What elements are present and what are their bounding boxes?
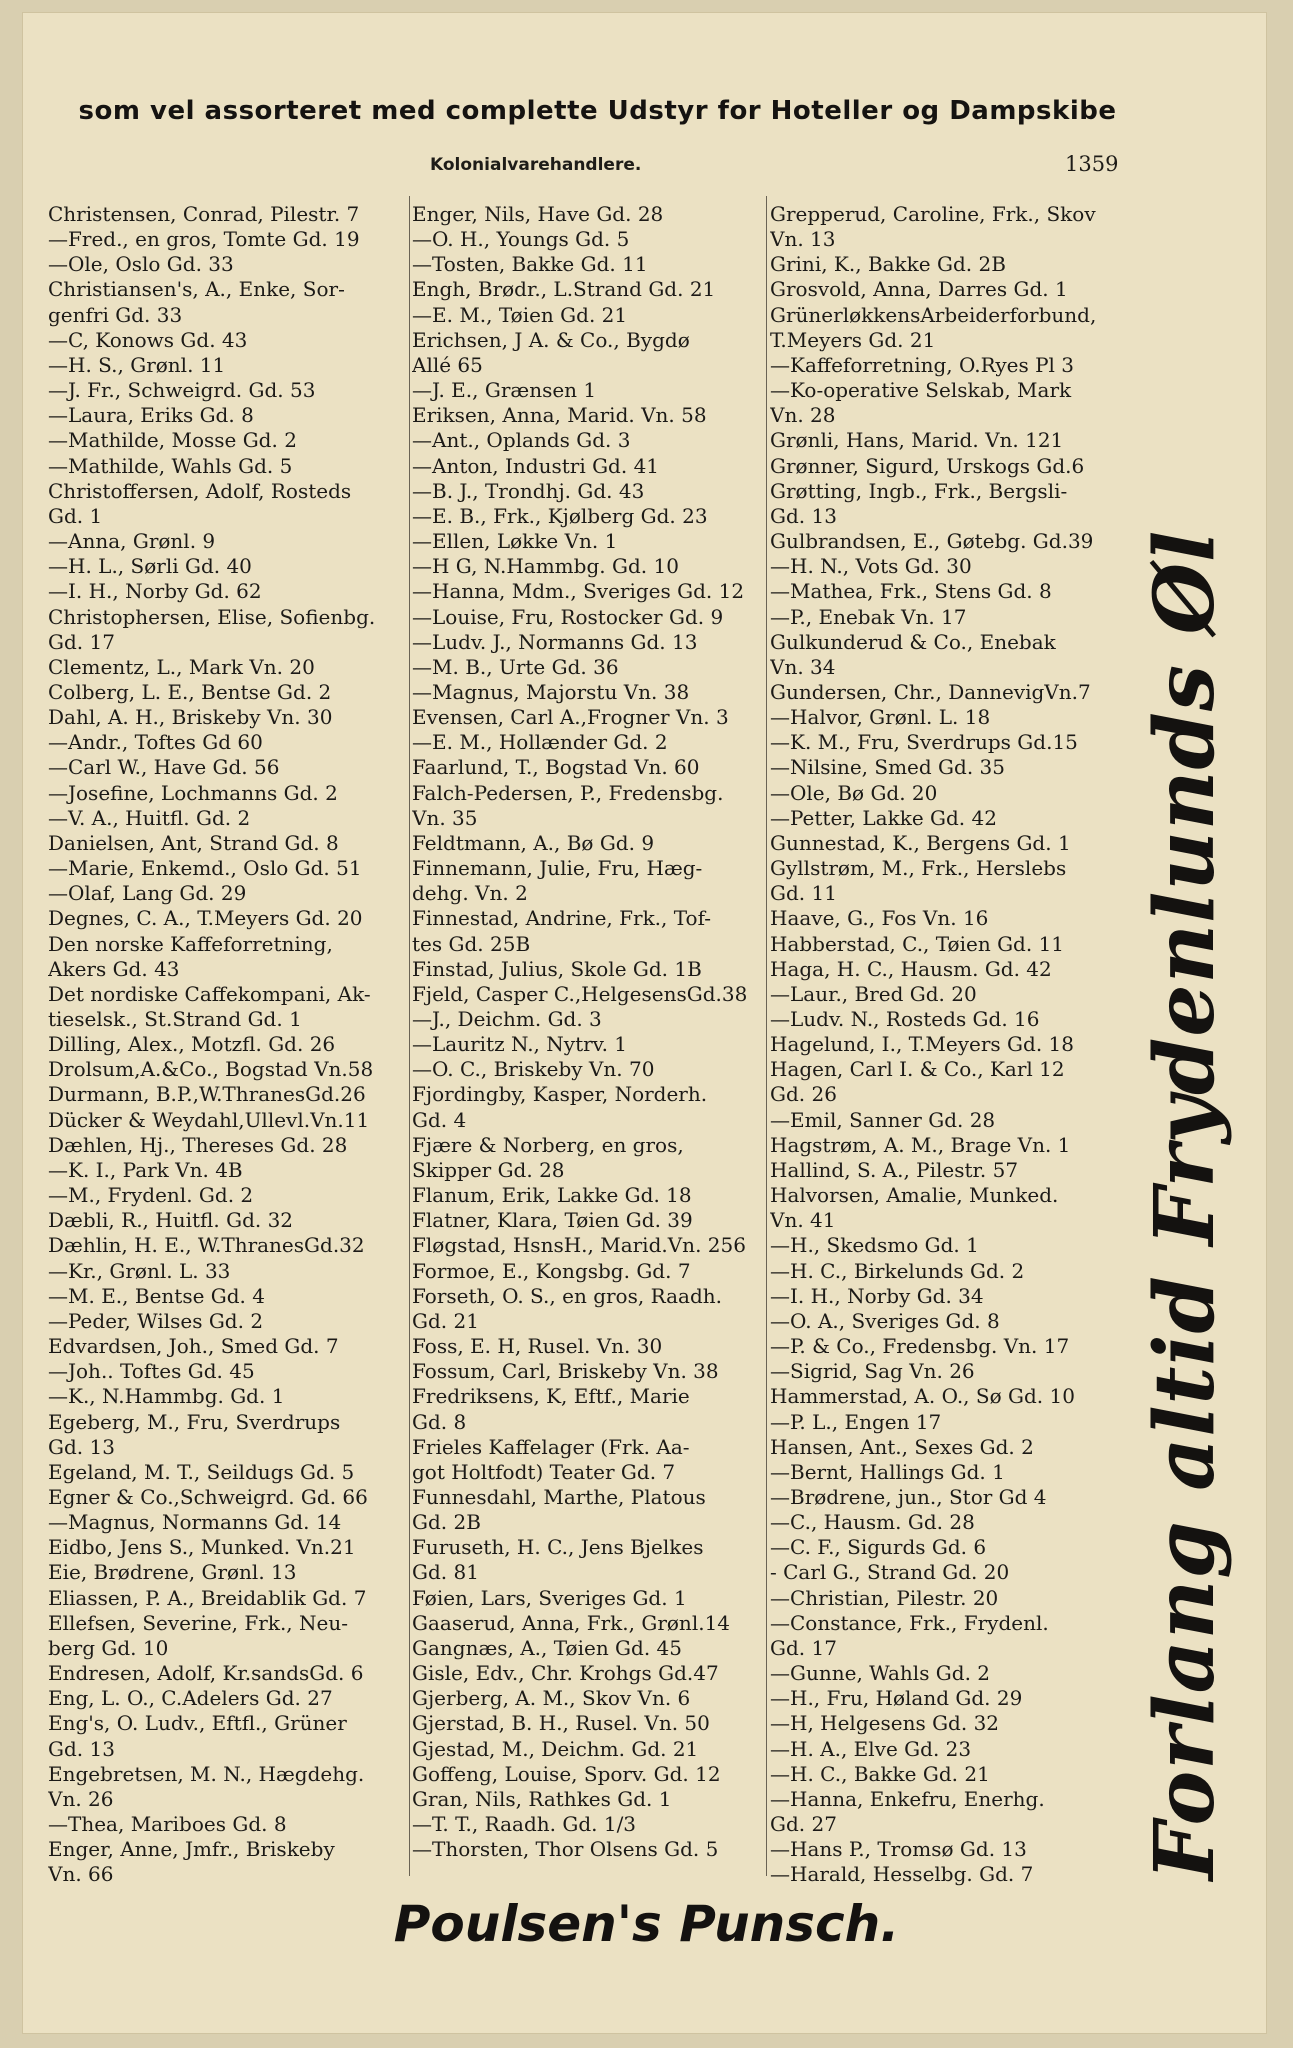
directory-entry: Degnes, C. A., T.Meyers Gd. 20 [48, 906, 363, 931]
directory-entry: Frieles Kaffelager (Frk. Aa- [412, 1434, 690, 1459]
directory-entry: —T. T., Raadh. Gd. 1/3 [412, 1812, 637, 1836]
directory-entry: GrünerløkkensArbeiderforbund, [770, 302, 1097, 327]
directory-entry: —Louise, Fru, Rostocker Gd. 9 [412, 604, 724, 629]
directory-entry: Foss, E. H, Rusel. Vn. 30 [412, 1334, 663, 1359]
directory-entry: Egner & Co.,Schweigrd. Gd. 66 [48, 1484, 368, 1509]
directory-entry: Flatner, Klara, Tøien Gd. 39 [412, 1208, 693, 1233]
directory-entry: Goffeng, Louise, Sporv. Gd. 12 [412, 1761, 721, 1786]
directory-entry: Halvorsen, Amalie, Munked. [770, 1183, 1059, 1208]
directory-entry: —H. C., Bakke Gd. 21 [770, 1761, 990, 1786]
directory-entry: —H., Fru, Høland Gd. 29 [770, 1686, 1023, 1711]
directory-entry: —P., Enebak Vn. 17 [770, 604, 967, 629]
directory-entry: Forseth, O. S., en gros, Raadh. [412, 1283, 722, 1308]
directory-entry: Eie, Brødrene, Grønl. 13 [48, 1560, 297, 1585]
directory-entry: Hagelund, I., T.Meyers Gd. 18 [770, 1032, 1074, 1057]
directory-entry: Gd. 81 [412, 1560, 479, 1585]
directory-entry: —Mathilde, Wahls Gd. 5 [48, 453, 293, 478]
directory-entry: —H. S., Grønl. 11 [48, 352, 226, 377]
directory-entry: —E. M., Hollænder Gd. 2 [412, 730, 668, 755]
directory-entry: —H. A., Elve Gd. 23 [770, 1736, 972, 1761]
directory-entry: tieselsk., St.Strand Gd. 1 [48, 1007, 302, 1031]
directory-entry: —Mathea, Frk., Stens Gd. 8 [770, 579, 1052, 604]
directory-entry: Dæbli, R., Huitfl. Gd. 32 [48, 1208, 294, 1233]
directory-entry: Endresen, Adolf, Kr.sandsGd. 6 [48, 1661, 364, 1686]
directory-entry: Hansen, Ant., Sexes Gd. 2 [770, 1434, 1034, 1459]
directory-entry: Det nordiske Caffekompani, Ak- [48, 981, 371, 1006]
directory-entry: —H. L., Sørli Gd. 40 [48, 554, 252, 579]
directory-entry: Engh, Brødr., L.Strand Gd. 21 [412, 277, 716, 302]
directory-entry: —H., Skedsmo Gd. 1 [770, 1233, 979, 1258]
directory-entry: berg Gd. 10 [48, 1635, 169, 1660]
directory-entry: Eng's, O. Ludv., Eftfl., Grüner [48, 1711, 347, 1736]
directory-entry: —Peder, Wilses Gd. 2 [48, 1308, 264, 1333]
directory-entry: —Ko-operative Selskab, Mark [770, 378, 1072, 403]
directory-entry: —Hanna, Enkefru, Enerhg. [770, 1786, 1045, 1811]
directory-entry: Habberstad, C., Tøien Gd. 11 [770, 931, 1065, 956]
directory-entry: Erichsen, J A. & Co., Bygdø [412, 327, 690, 352]
directory-entry: —H G, N.Hammbg. Gd. 10 [412, 554, 679, 579]
directory-entry: —Anton, Industri Gd. 41 [412, 453, 660, 478]
directory-entry: —H. N., Vots Gd. 30 [770, 554, 972, 579]
directory-entry: —Hanna, Mdm., Sveriges Gd. 12 [412, 579, 745, 604]
directory-entry: —O. A., Sveriges Gd. 8 [770, 1308, 1000, 1333]
directory-entry: Gd. 11 [770, 881, 837, 906]
directory-entry: Dücker & Weydahl,Ullevl.Vn.11 [48, 1107, 370, 1132]
directory-entry: —Olaf, Lang Gd. 29 [48, 881, 247, 906]
directory-entry: Gulkunderud & Co., Enebak [770, 629, 1056, 654]
directory-entry: Vn. 13 [770, 227, 836, 252]
directory-entry: Dæhlen, Hj., Thereses Gd. 28 [48, 1132, 348, 1157]
directory-entry: Grønner, Sigurd, Urskogs Gd.6 [770, 453, 1085, 478]
directory-entry: —Harald, Hesselbg. Gd. 7 [770, 1862, 1034, 1887]
directory-entry: Akers Gd. 43 [48, 956, 180, 981]
directory-entry: Gd. 13 [770, 503, 837, 528]
directory-entry: Fjordingby, Kasper, Norderh. [412, 1082, 708, 1107]
directory-entry: Føien, Lars, Sveriges Gd. 1 [412, 1585, 687, 1610]
directory-entry: Dahl, A. H., Briskeby Vn. 30 [48, 705, 333, 730]
directory-entry: Grøtting, Ingb., Frk., Bergsli- [770, 478, 1068, 503]
directory-entry: Grosvold, Anna, Darres Gd. 1 [770, 277, 1068, 302]
directory-entry: Hagen, Carl I. & Co., Karl 12 [770, 1057, 1065, 1082]
directory-entry: Eidbo, Jens S., Munked. Vn.21 [48, 1535, 356, 1560]
directory-entry: —Thea, Mariboes Gd. 8 [48, 1812, 287, 1836]
directory-entry: Vn. 41 [770, 1208, 836, 1233]
directory-entry: —H. C., Birkelunds Gd. 2 [770, 1258, 1025, 1283]
directory-entry: Gjerstad, B. H., Rusel. Vn. 50 [412, 1711, 710, 1736]
directory-entry: Eliassen, P. A., Breidablik Gd. 7 [48, 1585, 367, 1610]
directory-entry: Evensen, Carl A.,Frogner Vn. 3 [412, 705, 729, 730]
directory-entry: —Hans P., Tromsø Gd. 13 [770, 1837, 1027, 1862]
directory-entry: Haave, G., Fos Vn. 16 [770, 906, 989, 931]
directory-entry: Engebretsen, M. N., Hægdehg. [48, 1761, 365, 1786]
directory-entry: Gisle, Edv., Chr. Krohgs Gd.47 [412, 1661, 719, 1686]
directory-entry: Finstad, Julius, Skole Gd. 1B [412, 956, 702, 981]
directory-entry: Eng, L. O., C.Adelers Gd. 27 [48, 1686, 333, 1711]
directory-entry: Christensen, Conrad, Pilestr. 7 [48, 202, 360, 226]
directory-entry: Vn. 66 [48, 1862, 114, 1887]
directory-entry: Danielsen, Ant, Strand Gd. 8 [48, 830, 339, 855]
directory-entry: Gran, Nils, Rathkes Gd. 1 [412, 1786, 672, 1811]
directory-entry: —P. & Co., Fredensbg. Vn. 17 [770, 1334, 1070, 1359]
directory-entry: —E. B., Frk., Kjølberg Gd. 23 [412, 503, 708, 528]
directory-entry: Christoffersen, Adolf, Rosteds [48, 478, 352, 503]
directory-entry: —Ludv. N., Rosteds Gd. 16 [770, 1007, 1040, 1031]
directory-entry: Fjeld, Casper C.,HelgesensGd.38 [412, 981, 748, 1006]
directory-entry: Edvardsen, Joh., Smed Gd. 7 [48, 1334, 339, 1359]
directory-entry: Hagstrøm, A. M., Brage Vn. 1 [770, 1132, 1071, 1157]
directory-entry: —Marie, Enkemd., Oslo Gd. 51 [48, 856, 362, 881]
directory-entry: Durmann, B.P.,W.ThranesGd.26 [48, 1082, 366, 1107]
directory-entry: Clementz, L., Mark Vn. 20 [48, 654, 315, 679]
directory-entry: Colberg, L. E., Bentse Gd. 2 [48, 679, 332, 704]
directory-entry: Gd. 21 [412, 1308, 479, 1333]
directory-entry: —Ole, Bø Gd. 20 [770, 780, 938, 805]
directory-entry: Furuseth, H. C., Jens Bjelkes [412, 1535, 704, 1560]
directory-entry: Gjerberg, A. M., Skov Vn. 6 [412, 1686, 691, 1711]
directory-entry: Haga, H. C., Hausm. Gd. 42 [770, 956, 1052, 981]
directory-entry: Formoe, E., Kongsbg. Gd. 7 [412, 1258, 691, 1283]
directory-entry: Fjære & Norberg, en gros, [412, 1132, 684, 1157]
directory-entry: Enger, Nils, Have Gd. 28 [412, 202, 664, 226]
directory-column-2 [412, 202, 778, 1862]
directory-entry: Finnestad, Andrine, Frk., Tof- [412, 906, 712, 931]
directory-entry: —C., Hausm. Gd. 28 [770, 1510, 975, 1535]
side-advertisement: Forlang altid Frydenlunds Øl [1137, 529, 1233, 1881]
directory-entry: Vn. 34 [770, 654, 836, 679]
directory-entry: —Josefine, Lochmanns Gd. 2 [48, 780, 338, 805]
directory-entry: —Anna, Grønl. 9 [48, 529, 216, 554]
directory-entry: —Ludv. J., Normanns Gd. 13 [412, 629, 698, 654]
directory-entry: Gd. 17 [770, 1635, 837, 1660]
directory-entry: —Nilsine, Smed Gd. 35 [770, 755, 1005, 780]
directory-entry: Gundersen, Chr., DannevigVn.7 [770, 679, 1091, 704]
directory-entry: Gangnæs, A., Tøien Gd. 45 [412, 1635, 682, 1660]
directory-entry: —K., N.Hammbg. Gd. 1 [48, 1384, 285, 1409]
directory-entry: —Emil, Sanner Gd. 28 [770, 1107, 996, 1132]
directory-entry: —Mathilde, Mosse Gd. 2 [48, 428, 297, 453]
directory-entry: Den norske Kaffeforretning, [48, 931, 333, 956]
directory-entry: —I. H., Norby Gd. 62 [48, 579, 262, 604]
directory-entry: Faarlund, T., Bogstad Vn. 60 [412, 755, 700, 780]
directory-entry: —Sigrid, Sag Vn. 26 [770, 1359, 975, 1384]
directory-entry: —Kr., Grønl. L. 33 [48, 1258, 231, 1283]
directory-entry: Gyllstrøm, M., Frk., Herslebs [770, 856, 1067, 881]
directory-entry: —Laur., Bred Gd. 20 [770, 981, 977, 1006]
directory-entry: —Brødrene, jun., Stor Gd 4 [770, 1484, 1047, 1509]
directory-entry: Finnemann, Julie, Fru, Hæg- [412, 856, 703, 881]
directory-column-1 [48, 202, 414, 1887]
directory-entry: Gd. 13 [48, 1434, 115, 1459]
directory-entry: —Magnus, Majorstu Vn. 38 [412, 679, 690, 704]
directory-entry: Egeberg, M., Fru, Sverdrups [48, 1409, 341, 1434]
directory-entry: Hammerstad, A. O., Sø Gd. 10 [770, 1384, 1075, 1409]
directory-entry: tes Gd. 25B [412, 931, 531, 956]
directory-entry: —Christian, Pilestr. 20 [770, 1585, 999, 1610]
directory-entry: —J. E., Grænsen 1 [412, 378, 597, 403]
directory-entry: —H, Helgesens Gd. 32 [770, 1711, 1000, 1736]
directory-entry: Hallind, S. A., Pilestr. 57 [770, 1157, 1019, 1182]
directory-entry: —Andr., Toftes Gd 60 [48, 730, 263, 755]
directory-entry: Flanum, Erik, Lakke Gd. 18 [412, 1183, 692, 1208]
directory-entry: Enger, Anne, Jmfr., Briskeby [48, 1837, 335, 1862]
directory-entry: —I. H., Norby Gd. 34 [770, 1283, 984, 1308]
directory-entry: —Laura, Eriks Gd. 8 [48, 403, 254, 428]
directory-entry: Vn. 28 [770, 403, 836, 428]
directory-entry: —Tosten, Bakke Gd. 11 [412, 252, 648, 277]
directory-entry: —V. A., Huitfl. Gd. 2 [48, 805, 251, 830]
directory-entry: genfri Gd. 33 [48, 302, 183, 327]
directory-entry: - Carl G., Strand Gd. 20 [770, 1560, 1010, 1585]
directory-entry: —Fred., en gros, Tomte Gd. 19 [48, 227, 360, 252]
directory-entry: T.Meyers Gd. 21 [770, 327, 936, 352]
directory-entry: Skipper Gd. 28 [412, 1157, 565, 1182]
directory-entry: Fredriksens, K, Eftf., Marie [412, 1384, 690, 1409]
directory-entry: Fossum, Carl, Briskeby Vn. 38 [412, 1359, 719, 1384]
directory-entry: —Gunne, Wahls Gd. 2 [770, 1661, 991, 1686]
directory-entry: Gjestad, M., Deichm. Gd. 21 [412, 1736, 699, 1761]
directory-entry: —M. B., Urte Gd. 36 [412, 654, 619, 679]
directory-entry: Grepperud, Caroline, Frk., Skov [770, 202, 1096, 226]
directory-entry: Egeland, M. T., Seildugs Gd. 5 [48, 1459, 355, 1484]
directory-entry: —Constance, Frk., Frydenl. [770, 1610, 1049, 1635]
directory-entry: —Ant., Oplands Gd. 3 [412, 428, 631, 453]
directory-entry: Gd. 2B [412, 1510, 481, 1535]
directory-entry: —M. E., Bentse Gd. 4 [48, 1283, 265, 1308]
directory-entry: Drolsum,A.&Co., Bogstad Vn.58 [48, 1057, 374, 1082]
directory-entry: Gd. 4 [412, 1107, 467, 1132]
directory-entry: —Halvor, Grønl. L. 18 [770, 705, 991, 730]
directory-entry: Dæhlin, H. E., W.ThranesGd.32 [48, 1233, 365, 1258]
directory-entry: Vn. 35 [412, 805, 478, 830]
directory-entry: Ellefsen, Severine, Frk., Neu- [48, 1610, 348, 1635]
directory-entry: —B. J., Trondhj. Gd. 43 [412, 478, 645, 503]
directory-entry: —J. Fr., Schweigrd. Gd. 53 [48, 378, 316, 403]
directory-entry: —O. C., Briskeby Vn. 70 [412, 1057, 655, 1082]
directory-entry: —Lauritz N., Nytrv. 1 [412, 1032, 628, 1057]
directory-entry: Eriksen, Anna, Marid. Vn. 58 [412, 403, 707, 428]
advertisement-banner: som vel assorteret med complette Udstyr for Hoteller og Dampskibe [78, 96, 1117, 126]
directory-entry: —Petter, Lakke Gd. 42 [770, 805, 997, 830]
directory-entry: —Carl W., Have Gd. 56 [48, 755, 280, 780]
directory-entry: —Ellen, Løkke Vn. 1 [412, 529, 618, 554]
directory-entry: —O. H., Youngs Gd. 5 [412, 227, 630, 252]
directory-entry: Gunnestad, K., Bergens Gd. 1 [770, 830, 1071, 855]
directory-entry: dehg. Vn. 2 [412, 881, 528, 906]
bottom-advertisement: Poulsen's Punsch. [393, 1895, 900, 1953]
directory-entry: Gulbrandsen, E., Gøtebg. Gd.39 [770, 529, 1094, 554]
directory-entry: —C. F., Sigurds Gd. 6 [770, 1535, 987, 1560]
directory-entry: Falch-Pedersen, P., Fredensbg. [412, 780, 724, 805]
directory-entry: Funnesdahl, Marthe, Platous [412, 1484, 706, 1509]
directory-entry: —E. M., Tøien Gd. 21 [412, 302, 628, 327]
directory-entry: —Bernt, Hallings Gd. 1 [770, 1459, 1005, 1484]
directory-entry: —P. L., Engen 17 [770, 1409, 942, 1434]
directory-entry: —Ole, Oslo Gd. 33 [48, 252, 234, 277]
directory-column-3 [770, 202, 1136, 1887]
directory-entry: got Holtfodt) Teater Gd. 7 [412, 1459, 676, 1484]
section-title: Kolonialvarehandlere. [430, 155, 642, 175]
directory-entry: —K. I., Park Vn. 4B [48, 1157, 243, 1182]
directory-entry: Christophersen, Elise, Sofienbg. [48, 604, 376, 629]
directory-entry: Vn. 26 [48, 1786, 114, 1811]
directory-entry: Grini, K., Bakke Gd. 2B [770, 252, 1006, 277]
directory-entry: —Thorsten, Thor Olsens Gd. 5 [412, 1837, 719, 1862]
directory-entry: Gd. 13 [48, 1736, 115, 1761]
directory-entry: Gd. 17 [48, 629, 115, 654]
directory-entry: —J., Deichm. Gd. 3 [412, 1007, 602, 1031]
directory-entry: —Kaffeforretning, O.Ryes Pl 3 [770, 352, 1075, 377]
directory-entry: —M., Frydenl. Gd. 2 [48, 1183, 254, 1208]
directory-entry: Gd. 26 [770, 1082, 837, 1107]
directory-entry: Grønli, Hans, Marid. Vn. 121 [770, 428, 1064, 453]
directory-entry: Gd. 8 [412, 1409, 467, 1434]
directory-entry: Gd. 1 [48, 503, 103, 528]
directory-entry: Gd. 27 [770, 1812, 837, 1836]
directory-entry: Gaaserud, Anna, Frk., Grønl.14 [412, 1610, 731, 1635]
directory-entry: —Magnus, Normanns Gd. 14 [48, 1510, 342, 1535]
directory-entry: Christiansen's, A., Enke, Sor- [48, 277, 345, 302]
directory-entry: —C, Konows Gd. 43 [48, 327, 248, 352]
directory-entry: Dilling, Alex., Motzfl. Gd. 26 [48, 1032, 336, 1057]
directory-entry: —K. M., Fru, Sverdrups Gd.15 [770, 730, 1078, 755]
directory-entry: Fløgstad, HsnsH., Marid.Vn. 256 [412, 1233, 746, 1258]
directory-entry: Allé 65 [412, 352, 483, 377]
page-number: 1359 [1065, 152, 1119, 176]
directory-entry: Feldtmann, A., Bø Gd. 9 [412, 830, 655, 855]
directory-entry: —Joh.. Toftes Gd. 45 [48, 1359, 255, 1384]
